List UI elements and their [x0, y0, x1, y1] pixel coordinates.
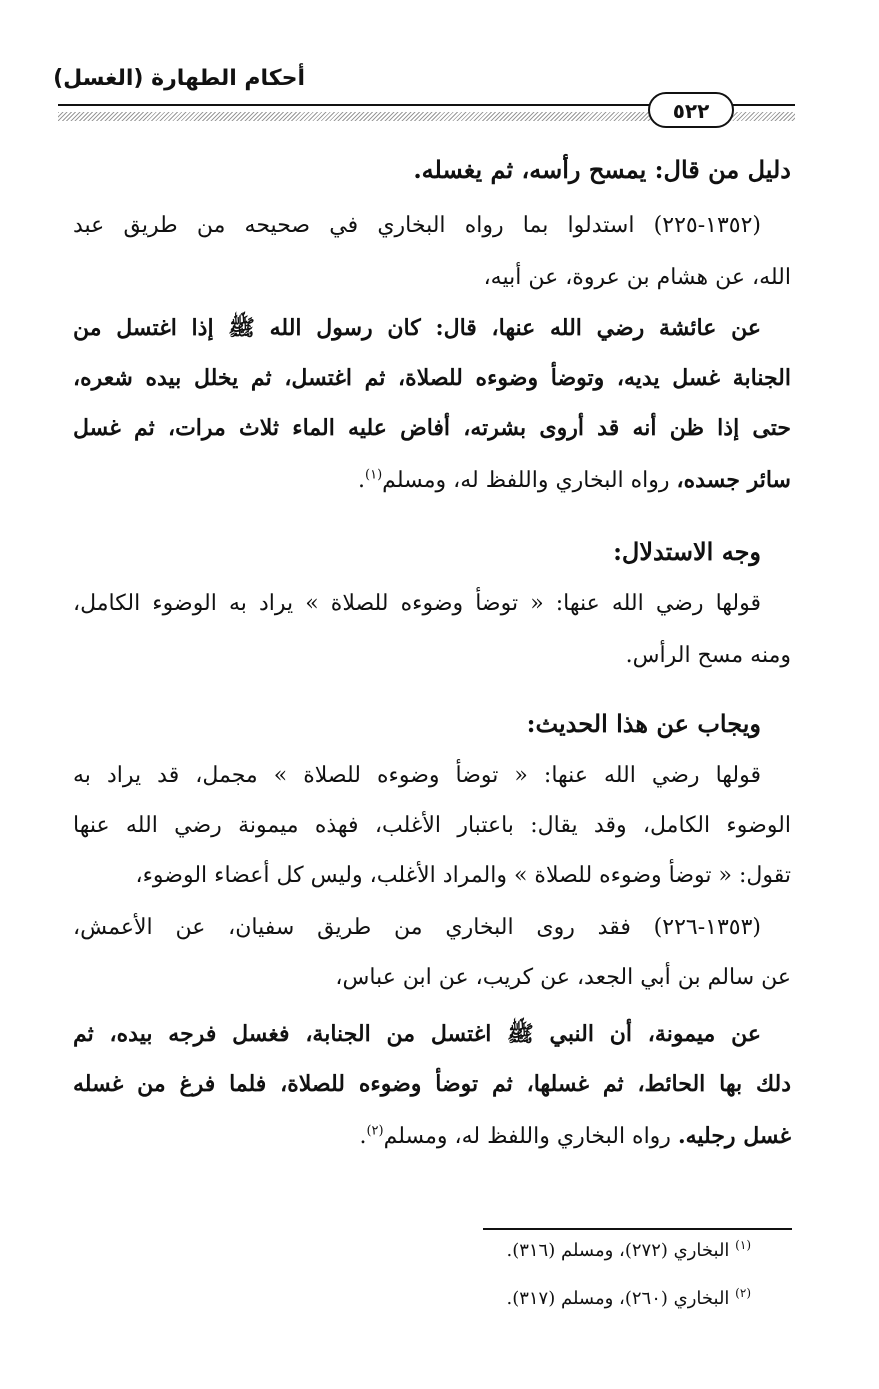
footnote-2: [351, 1284, 751, 1314]
hadith-line: عن عائشة رضي الله عنها، قال: كان رسول الله ﷺ إذا اغتسل من: [73, 315, 761, 341]
hadith-text-end: سائر جسده،: [676, 467, 791, 493]
running-header-title: أحكام الطهارة (الغسل): [53, 66, 305, 91]
text-line: (١٣٥٣-٢٢٦) فقد روى البخاري من طريق سفيان، عن الأعمش،: [73, 915, 761, 940]
citation-text: رواه البخاري واللفظ له، ومسلم: [383, 1124, 678, 1149]
section-heading-inference: وجه الاستدلال:: [613, 537, 761, 566]
sentence-end: .: [359, 1124, 367, 1149]
footnote-marker: (٢): [366, 1123, 384, 1139]
text-line: قولها رضي الله عنها: « توضأ وضوءه للصلاة » مجمل، قد يراد به: [73, 763, 761, 788]
text-line: تقول: « توضأ وضوءه للصلاة » والمراد الأغلب، وليس كل أعضاء الوضوء،: [135, 863, 791, 888]
text-line: عن سالم بن أبي الجعد، عن كريب، عن ابن عباس،: [335, 965, 791, 990]
footnote-text: البخاري (٢٧٢)، ومسلم (٣١٦).: [506, 1240, 730, 1261]
footnote-text: البخاري (٢٦٠)، ومسلم (٣١٧).: [506, 1288, 730, 1309]
footnote-separator: [483, 1228, 792, 1230]
hadith-line-with-citation: [73, 462, 791, 499]
text-line: قولها رضي الله عنها: « توضأ وضوءه للصلاة » يراد به الوضوء الكامل،: [73, 591, 761, 616]
footnote-1: [351, 1236, 751, 1266]
hadith-line-with-citation: [73, 1118, 791, 1155]
page-number-badge: ٥٢٢: [648, 92, 734, 128]
text-line: الله، عن هشام بن عروة، عن أبيه،: [483, 265, 791, 290]
text-line: (١٣٥٢-٢٢٥) استدلوا بما رواه البخاري في صحيحه من طريق عبد: [73, 213, 761, 238]
text-line: ومنه مسح الرأس.: [625, 643, 791, 668]
citation-text: رواه البخاري واللفظ له، ومسلم: [382, 468, 677, 493]
hadith-line: عن ميمونة، أن النبي ﷺ اغتسل من الجنابة، فغسل فرجه بيده، ثم: [73, 1021, 761, 1047]
section-heading-evidence: دليل من قال: يمسح رأسه، ثم يغسله.: [413, 155, 791, 184]
footnote-marker: (١): [365, 467, 383, 483]
section-heading-response: ويجاب عن هذا الحديث:: [526, 709, 761, 738]
hadith-line: الجنابة غسل يديه، وتوضأ وضوءه للصلاة، ثم اغتسل، ثم يخلل بيده شعره،: [73, 365, 791, 391]
footnote-number: (١): [735, 1238, 751, 1252]
hadith-line: دلك بها الحائط، ثم غسلها، ثم توضأ وضوءه للصلاة، فلما فرغ من غسله: [73, 1071, 791, 1097]
hadith-line: حتى إذا ظن أنه قد أروى بشرته، أفاض عليه الماء ثلاث مرات، ثم غسل: [73, 415, 791, 441]
sentence-end: .: [358, 468, 366, 493]
footnote-number: (٢): [735, 1286, 751, 1300]
text-line: الوضوء الكامل، وقد يقال: باعتبار الأغلب، فهذه ميمونة رضي الله عنها: [73, 813, 791, 838]
hadith-text-end: غسل رجليه.: [677, 1123, 791, 1149]
